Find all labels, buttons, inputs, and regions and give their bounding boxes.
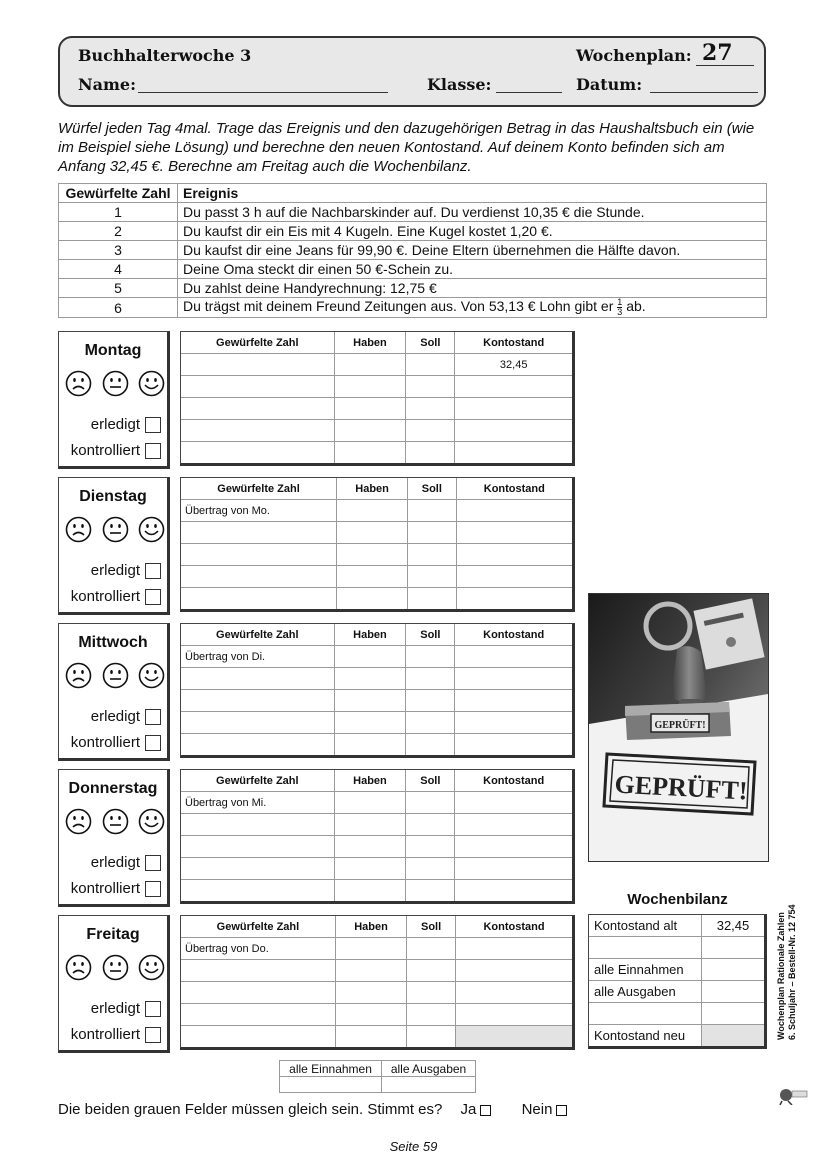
balance-row — [589, 1025, 764, 1047]
ledger-cell[interactable] — [334, 442, 406, 464]
question-text: Die beiden grauen Felder müssen gleich sein. Stimmt es? — [58, 1101, 443, 1118]
done-checkbox[interactable] — [145, 1001, 161, 1017]
checked-checkbox[interactable] — [145, 1027, 161, 1043]
day-box — [58, 623, 170, 761]
ledger-header-row — [181, 332, 572, 354]
checked-row — [71, 588, 161, 605]
sum-income-label: alle Einnahmen — [280, 1061, 382, 1077]
checked-label: kontrolliert — [70, 588, 140, 605]
weekly-balance-table — [588, 914, 767, 1049]
ledger-cell[interactable] — [335, 1026, 406, 1048]
ledger-table — [180, 331, 575, 466]
ledger-cell[interactable] — [408, 566, 457, 588]
event-text-fraction — [178, 298, 767, 318]
ledger-cell[interactable] — [334, 880, 406, 902]
instructions: Würfel jeden Tag 4mal. Trage das Ereignis und den dazugehörigen Betrag in das Haushaltsbuch ein (wie im Beispiel siehe Lösung) und berechne den neuen Kontostand. Auf deinem Konto befinden sich am Anfang 32,45 €. Berechne am Freitag auch die Wochenbilanz. — [58, 120, 755, 175]
ledger-cell[interactable] — [334, 420, 406, 442]
ledger-cell[interactable] — [181, 690, 334, 712]
ledger-cell[interactable] — [407, 938, 456, 960]
balance-row — [589, 937, 764, 959]
big-stamp-text: GEPRÜFT! — [613, 769, 749, 806]
day-name: Donnerstag — [68, 780, 158, 797]
checked-row — [71, 880, 161, 897]
done-row — [91, 416, 161, 433]
ledger-cell[interactable] — [181, 588, 337, 610]
ledger-cell[interactable] — [181, 376, 334, 398]
ledger-cell[interactable] — [334, 668, 406, 690]
checked-label: kontrolliert — [70, 1026, 140, 1043]
event-text: Du zahlst deine Handyrechnung: 12,75 € — [178, 279, 767, 298]
done-row — [91, 1000, 161, 1017]
neutral-smiley-icon[interactable] — [102, 662, 129, 689]
done-label: erledigt — [90, 854, 140, 871]
ledger-cell[interactable] — [406, 690, 455, 712]
balance-label: Kontostand alt — [589, 915, 702, 937]
happy-smiley-icon[interactable] — [138, 662, 165, 689]
ledger-cell[interactable] — [181, 734, 334, 756]
ledger-cell[interactable] — [408, 588, 457, 610]
ledger-row — [181, 354, 572, 376]
ledger-cell[interactable] — [407, 960, 456, 982]
plan-number-line — [696, 65, 754, 66]
ledger-table — [180, 623, 575, 758]
mood-smileys — [65, 808, 165, 835]
carry-over-cell[interactable]: Übertrag von Di. — [181, 646, 334, 668]
checked-row — [71, 442, 161, 459]
done-checkbox[interactable] — [145, 855, 161, 871]
ledger-cell[interactable] — [456, 960, 573, 982]
ledger-header-cell: Gewürfelte Zahl — [181, 624, 334, 646]
publisher-sidenote — [776, 904, 798, 1040]
ledger-header-row — [181, 916, 572, 938]
balance-label: alle Ausgaben — [589, 981, 702, 1003]
ledger-row — [181, 376, 572, 398]
publisher-logo-icon — [776, 1085, 808, 1105]
ledger-cell[interactable] — [455, 880, 572, 902]
ledger-cell[interactable] — [334, 712, 406, 734]
happy-smiley-icon[interactable] — [138, 516, 165, 543]
ledger-header-cell: Kontostand — [456, 478, 572, 500]
ledger-row — [181, 938, 572, 960]
ledger-header-cell: Gewürfelte Zahl — [181, 478, 337, 500]
event-text: Du trägst mit deinem Freund Zeitungen aus. Von 53,13 € Lohn gibt er — [183, 298, 614, 315]
event-table-header — [59, 184, 767, 203]
ledger-cell[interactable] — [455, 420, 572, 442]
sad-smiley-icon[interactable] — [65, 808, 92, 835]
page-number: Seite 59 — [389, 1139, 438, 1154]
balance-row — [589, 981, 764, 1003]
event-row — [59, 241, 767, 260]
name-field[interactable] — [138, 92, 388, 93]
yes-label: Ja — [460, 1101, 477, 1118]
event-row — [59, 298, 767, 318]
ledger-cell[interactable] — [456, 1004, 573, 1026]
ledger-cell[interactable] — [181, 668, 334, 690]
fraction-denominator: 3 — [617, 307, 623, 317]
day-name: Montag — [84, 342, 142, 359]
carry-over-cell[interactable]: Übertrag von Mi. — [181, 792, 334, 814]
sums-header-row — [280, 1061, 476, 1077]
event-number: 3 — [59, 241, 178, 260]
ledger-cell[interactable] — [408, 522, 457, 544]
ledger-cell[interactable] — [337, 500, 408, 522]
balance-row — [589, 1003, 764, 1025]
balance-value[interactable] — [702, 981, 765, 1003]
ledger-cell[interactable] — [456, 544, 572, 566]
weekly-balance-title: Wochenbilanz — [627, 891, 728, 908]
checked-label: kontrolliert — [70, 880, 140, 897]
stamp-photo — [588, 593, 769, 862]
sad-smiley-icon[interactable] — [65, 954, 92, 981]
ledger-cell[interactable] — [335, 1004, 406, 1026]
ledger-cell[interactable] — [181, 960, 335, 982]
ledger-cell[interactable] — [181, 858, 334, 880]
checked-row — [71, 1026, 161, 1043]
carry-over-cell[interactable] — [181, 354, 334, 376]
ledger-cell[interactable] — [181, 880, 334, 902]
ledger-cell[interactable] — [334, 376, 406, 398]
ledger-row — [181, 836, 572, 858]
worksheet-header — [58, 36, 766, 107]
class-label: Klasse: — [427, 75, 492, 94]
ledger-cell[interactable] — [406, 712, 455, 734]
ledger-cell[interactable] — [455, 836, 572, 858]
ledger-cell[interactable] — [181, 522, 337, 544]
ledger-header-cell: Soll — [408, 478, 457, 500]
neutral-smiley-icon[interactable] — [102, 370, 129, 397]
day-box — [58, 769, 170, 907]
day-name: Mittwoch — [78, 634, 148, 651]
yes-checkbox[interactable] — [480, 1105, 491, 1116]
ledger-cell[interactable] — [406, 420, 455, 442]
ledger-cell[interactable] — [406, 668, 455, 690]
ledger-cell[interactable] — [334, 814, 406, 836]
neutral-smiley-icon[interactable] — [102, 808, 129, 835]
start-balance-cell[interactable] — [455, 646, 572, 668]
event-row — [59, 203, 767, 222]
ledger-header-cell: Soll — [407, 916, 456, 938]
ledger-cell[interactable] — [455, 734, 572, 756]
event-text: Du kaufst dir eine Jeans für 99,90 €. Deine Eltern übernehmen die Hälfte davon. — [178, 241, 767, 260]
ledger-cell[interactable] — [406, 376, 455, 398]
event-number: 6 — [59, 298, 178, 318]
ledger-cell[interactable] — [337, 588, 408, 610]
event-number: 1 — [59, 203, 178, 222]
ledger-cell[interactable] — [335, 982, 406, 1004]
mood-smileys — [65, 662, 165, 689]
happy-smiley-icon[interactable] — [138, 370, 165, 397]
ledger-cell[interactable] — [334, 354, 406, 376]
ledger-row — [181, 734, 572, 756]
ledger-row — [181, 522, 572, 544]
ledger-header-row — [181, 478, 572, 500]
day-name: Freitag — [86, 926, 140, 943]
ledger-header-cell: Kontostand — [455, 332, 572, 354]
ledger-header-cell: Haben — [335, 916, 406, 938]
done-label: erledigt — [90, 562, 140, 579]
ledger-cell[interactable] — [406, 354, 455, 376]
ledger-cell[interactable] — [406, 814, 455, 836]
balance-value[interactable] — [702, 1003, 765, 1025]
ledger-cell[interactable] — [406, 880, 455, 902]
ledger-header-row — [181, 770, 572, 792]
checked-checkbox[interactable] — [145, 881, 161, 897]
done-row — [91, 854, 161, 871]
sad-smiley-icon[interactable] — [65, 516, 92, 543]
ledger-cell[interactable] — [334, 398, 406, 420]
checked-checkbox[interactable] — [145, 735, 161, 751]
ledger-row — [181, 712, 572, 734]
ledger-cell[interactable] — [455, 668, 572, 690]
ledger-cell[interactable] — [455, 858, 572, 880]
mood-smileys — [65, 370, 165, 397]
ledger-cell[interactable] — [181, 982, 335, 1004]
sidenote-line2: 6. Schuljahr – Bestell-Nr. 12 754 — [787, 904, 797, 1040]
sum-income-value[interactable] — [280, 1077, 382, 1093]
mood-smileys — [65, 516, 165, 543]
mood-smileys — [65, 954, 165, 981]
ledger-row — [181, 500, 572, 522]
ledger-header-cell: Soll — [406, 332, 455, 354]
date-label: Datum: — [576, 75, 643, 94]
start-balance-cell[interactable] — [456, 500, 572, 522]
ledger-cell[interactable] — [455, 814, 572, 836]
ledger-row — [181, 982, 572, 1004]
sum-expenses-value[interactable] — [382, 1077, 476, 1093]
final-balance-grey-cell[interactable] — [456, 1026, 573, 1048]
ledger-cell[interactable] — [181, 1004, 335, 1026]
ledger-cell[interactable] — [334, 734, 406, 756]
done-row — [91, 708, 161, 725]
start-balance-cell[interactable] — [456, 938, 573, 960]
balance-value: 32,45 — [702, 915, 765, 937]
ledger-row — [181, 420, 572, 442]
ledger-cell[interactable] — [335, 960, 406, 982]
ledger-header-cell: Soll — [406, 770, 455, 792]
ledger-cell[interactable] — [181, 1026, 335, 1048]
happy-smiley-icon[interactable] — [138, 954, 165, 981]
ledger-cell[interactable] — [334, 690, 406, 712]
ledger-row — [181, 442, 572, 464]
done-checkbox[interactable] — [145, 563, 161, 579]
ledger-cell[interactable] — [407, 1026, 456, 1048]
day-box — [58, 915, 170, 1053]
done-row — [91, 562, 161, 579]
ledger-cell[interactable] — [456, 522, 572, 544]
sidenote-line1: Wochenplan Rationale Zahlen — [776, 912, 786, 1040]
ledger-cell[interactable] — [408, 544, 457, 566]
ledger-cell[interactable] — [455, 398, 572, 420]
ledger-cell[interactable] — [334, 858, 406, 880]
ledger-cell[interactable] — [456, 566, 572, 588]
ledger-row — [181, 544, 572, 566]
ledger-cell[interactable] — [181, 836, 334, 858]
ledger-row — [181, 690, 572, 712]
ledger-row — [181, 588, 572, 610]
balance-value-grey[interactable] — [702, 1025, 765, 1047]
ledger-cell[interactable] — [406, 836, 455, 858]
plan-label: Wochenplan: — [576, 46, 692, 65]
worksheet-title: Buchhalterwoche 3 — [78, 46, 252, 65]
ledger-header-cell: Kontostand — [455, 770, 572, 792]
ledger-cell[interactable] — [456, 588, 572, 610]
ledger-cell[interactable] — [406, 646, 455, 668]
col-event: Ereignis — [178, 184, 767, 203]
stamp-illustration — [589, 594, 768, 861]
carry-over-cell[interactable]: Übertrag von Do. — [181, 938, 335, 960]
fraction-numerator: 1 — [617, 297, 623, 307]
ledger-cell[interactable] — [337, 544, 408, 566]
checked-checkbox[interactable] — [145, 443, 161, 459]
event-text: Du kaufst dir ein Eis mit 4 Kugeln. Eine Kugel kostet 1,20 €. — [178, 222, 767, 241]
ledger-header-cell: Kontostand — [456, 916, 573, 938]
col-rolled-number: Gewürfelte Zahl — [59, 184, 178, 203]
ledger-header-cell: Gewürfelte Zahl — [181, 332, 334, 354]
ledger-cell[interactable] — [406, 858, 455, 880]
ledger-cell[interactable] — [456, 982, 573, 1004]
ledger-header-row — [181, 624, 572, 646]
ledger-cell[interactable] — [181, 712, 334, 734]
balance-label: alle Einnahmen — [589, 959, 702, 981]
ledger-row — [181, 668, 572, 690]
checked-label: kontrolliert — [70, 734, 140, 751]
ledger-row — [181, 960, 572, 982]
carry-over-cell[interactable]: Übertrag von Mo. — [181, 500, 337, 522]
start-balance-cell[interactable] — [455, 792, 572, 814]
done-checkbox[interactable] — [145, 709, 161, 725]
ledger-cell[interactable] — [181, 420, 334, 442]
sad-smiley-icon[interactable] — [65, 370, 92, 397]
event-text: Du passt 3 h auf die Nachbarskinder auf. Du verdienst 10,35 € die Stunde. — [178, 203, 767, 222]
ledger-row — [181, 1026, 572, 1048]
ledger-row — [181, 1004, 572, 1026]
ledger-cell[interactable] — [181, 544, 337, 566]
ledger-row — [181, 880, 572, 902]
done-checkbox[interactable] — [145, 417, 161, 433]
ledger-cell[interactable] — [455, 376, 572, 398]
ledger-header-cell: Haben — [334, 624, 406, 646]
ledger-cell[interactable] — [407, 982, 456, 1004]
event-text: Deine Oma steckt dir einen 50 €-Schein zu. — [178, 260, 767, 279]
ledger-cell[interactable] — [406, 734, 455, 756]
ledger-row — [181, 792, 572, 814]
day-name: Dienstag — [79, 488, 147, 505]
start-balance-cell[interactable]: 32,45 — [455, 354, 572, 376]
sums-table — [279, 1060, 476, 1093]
sad-smiley-icon[interactable] — [65, 662, 92, 689]
ledger-header-cell: Gewürfelte Zahl — [181, 770, 334, 792]
day-box — [58, 477, 170, 615]
ledger-cell[interactable] — [407, 1004, 456, 1026]
balance-value[interactable] — [702, 937, 765, 959]
done-label: erledigt — [90, 708, 140, 725]
event-text-suffix: ab. — [626, 298, 646, 315]
done-label: erledigt — [90, 416, 140, 433]
balance-row — [589, 915, 764, 937]
checked-checkbox[interactable] — [145, 589, 161, 605]
ledger-row — [181, 566, 572, 588]
event-row — [59, 279, 767, 298]
ledger-row — [181, 858, 572, 880]
ledger-cell[interactable] — [334, 646, 406, 668]
ledger-table — [180, 477, 575, 612]
check-question — [58, 1101, 567, 1118]
ledger-cell[interactable] — [455, 712, 572, 734]
ledger-table — [180, 769, 575, 904]
ledger-cell[interactable] — [337, 522, 408, 544]
event-number: 4 — [59, 260, 178, 279]
name-label: Name: — [78, 75, 137, 94]
ledger-header-cell: Haben — [334, 770, 406, 792]
neutral-smiley-icon[interactable] — [102, 954, 129, 981]
ledger-cell[interactable] — [406, 792, 455, 814]
balance-row — [589, 959, 764, 981]
balance-label: Kontostand neu — [589, 1025, 702, 1047]
plan-number: 27 — [702, 40, 733, 66]
neutral-smiley-icon[interactable] — [102, 516, 129, 543]
fraction — [617, 298, 622, 317]
ledger-row — [181, 814, 572, 836]
ledger-cell[interactable] — [334, 836, 406, 858]
balance-label — [589, 1003, 702, 1025]
ledger-header-cell: Haben — [337, 478, 408, 500]
checked-row — [71, 734, 161, 751]
ledger-cell[interactable] — [455, 690, 572, 712]
event-row — [59, 222, 767, 241]
ledger-header-cell: Kontostand — [455, 624, 572, 646]
ledger-header-cell: Soll — [406, 624, 455, 646]
no-checkbox[interactable] — [556, 1105, 567, 1116]
done-label: erledigt — [90, 1000, 140, 1017]
event-row — [59, 260, 767, 279]
ledger-cell[interactable] — [337, 566, 408, 588]
ledger-cell[interactable] — [335, 938, 406, 960]
small-stamp-text: GEPRÜFT! — [654, 720, 706, 731]
sum-expenses-label: alle Ausgaben — [382, 1061, 476, 1077]
ledger-cell[interactable] — [408, 500, 457, 522]
day-box — [58, 331, 170, 469]
ledger-table — [180, 915, 575, 1050]
event-number: 2 — [59, 222, 178, 241]
checked-label: kontrolliert — [70, 442, 140, 459]
ledger-row — [181, 398, 572, 420]
ledger-cell[interactable] — [181, 398, 334, 420]
ledger-cell[interactable] — [181, 566, 337, 588]
date-field[interactable] — [650, 92, 758, 93]
balance-value[interactable] — [702, 959, 765, 981]
sums-value-row — [280, 1077, 476, 1093]
event-table — [58, 183, 767, 318]
event-number: 5 — [59, 279, 178, 298]
ledger-cell[interactable] — [181, 442, 334, 464]
happy-smiley-icon[interactable] — [138, 808, 165, 835]
ledger-header-cell: Gewürfelte Zahl — [181, 916, 335, 938]
ledger-cell[interactable] — [406, 398, 455, 420]
ledger-row — [181, 646, 572, 668]
ledger-cell[interactable] — [181, 814, 334, 836]
ledger-header-cell: Haben — [334, 332, 406, 354]
ledger-cell[interactable] — [334, 792, 406, 814]
ledger-cell[interactable] — [406, 442, 455, 464]
class-field[interactable] — [496, 92, 562, 93]
balance-label — [589, 937, 702, 959]
no-label: Nein — [521, 1101, 553, 1118]
ledger-cell[interactable] — [455, 442, 572, 464]
